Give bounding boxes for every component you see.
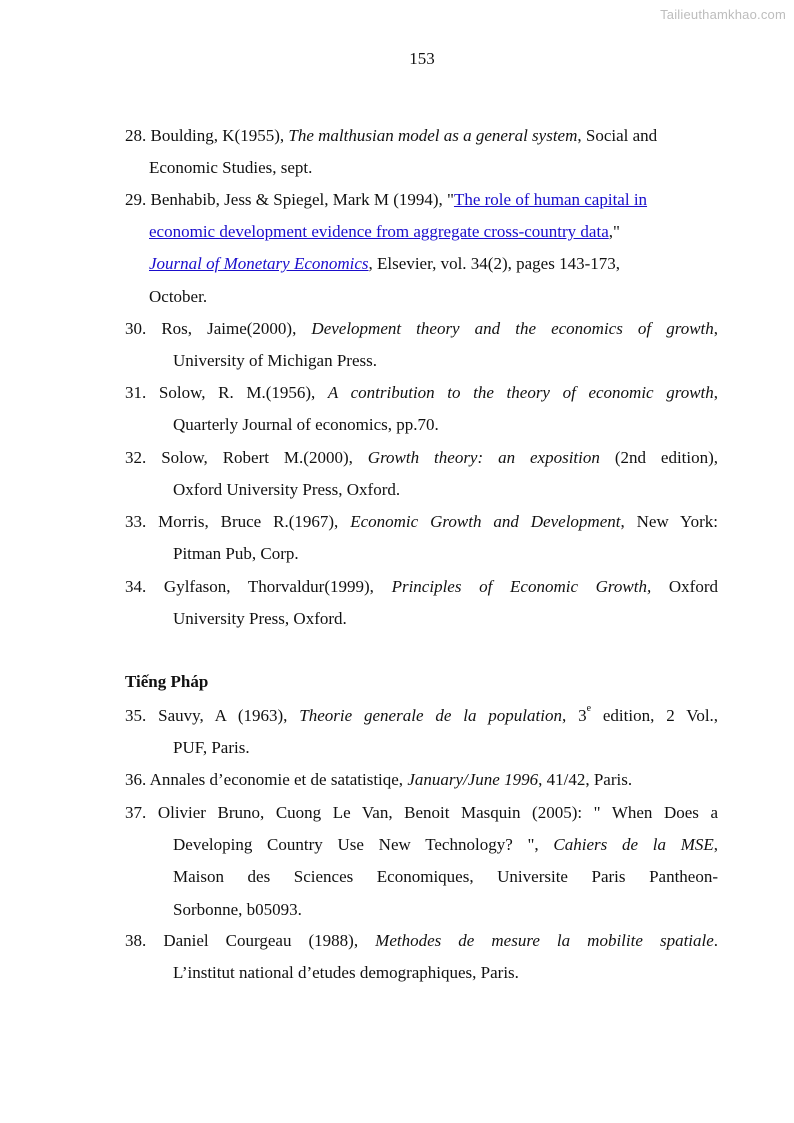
reference-title: January/June 1996	[407, 770, 539, 789]
reference-31	[125, 377, 718, 441]
reference-title: Theorie generale de la population	[299, 706, 562, 725]
reference-title: Economic Growth and Development	[350, 512, 621, 531]
reference-line: 30. Ros, Jaime(2000), Development theory and the economics of growth,	[125, 319, 719, 338]
paper-link[interactable]: The role of human capital in	[453, 190, 648, 209]
reference-line: 34. Gylfason, Thorvaldur(1999), Principles of Economic Growth, Oxford	[125, 577, 719, 596]
reference-line: 37. Olivier Bruno, Cuong Le Van, Benoit Masquin (2005): " When Does a	[125, 803, 719, 822]
reference-line: 33. Morris, Bruce R.(1967), Economic Growth and Development, New York:	[125, 512, 718, 531]
reference-line: Oxford University Press, Oxford.	[173, 480, 401, 500]
watermark: Tailieuthamkhao.com	[660, 7, 786, 22]
page-number: 153	[409, 49, 435, 68]
reference-line: Quarterly Journal of economics, pp.70.	[173, 415, 439, 435]
reference-34	[125, 571, 718, 635]
reference-title: The malthusian model as a general system	[288, 126, 578, 145]
reference-title: A contribution to the theory of economic growth	[327, 383, 714, 402]
reference-line: Maison des Sciences Economiques, Universite Paris Pantheon-	[173, 867, 718, 887]
reference-38	[125, 925, 718, 989]
reference-line: 28. Boulding, K(1955), The malthusian model as a general system, Social and	[125, 126, 658, 145]
reference-title: Cahiers de la MSE	[553, 835, 714, 855]
reference-line: 38. Daniel Courgeau (1988), Methodes de mesure la mobilite spatiale.	[125, 931, 719, 950]
reference-title: Principles of Economic Growth,	[391, 577, 652, 596]
reference-30	[125, 313, 718, 377]
reference-line: 35. Sauvy, A (1963), Theorie generale de la population, 3e edition, 2 Vol.,	[125, 703, 719, 725]
reference-line: Developing Country Use New Technology? ", Cahiers de la MSE,	[173, 835, 719, 855]
reference-title: Growth theory: an exposition	[367, 448, 600, 467]
reference-33	[125, 506, 718, 570]
reference-line: Journal of Monetary Economics, Elsevier, vol. 34(2), pages 143-173,	[149, 254, 620, 274]
reference-line: University of Michigan Press.	[173, 351, 377, 371]
reference-line: 29. Benhabib, Jess & Spiegel, Mark M (1994), "The role of human capital in	[125, 190, 648, 209]
reference-line: University Press, Oxford.	[173, 609, 347, 629]
section-heading: Tiếng Pháp	[125, 672, 209, 691]
reference-line: Pitman Pub, Corp.	[173, 544, 299, 564]
reference-line: Economic Studies, sept.	[149, 158, 313, 178]
reference-line: October.	[149, 286, 208, 306]
reference-line: PUF, Paris.	[173, 738, 250, 758]
journal-link[interactable]: Journal of Monetary Economics	[149, 254, 369, 274]
reference-line: 32. Solow, Robert M.(2000), Growth theory: an exposition (2nd edition),	[125, 448, 719, 467]
superscript: e	[586, 703, 592, 714]
reference-title: Development theory and the economics of growth	[311, 319, 714, 338]
reference-35	[125, 700, 718, 764]
reference-line: 31. Solow, R. M.(1956), A contribution to the theory of economic growth,	[125, 383, 719, 402]
reference-line: economic development evidence from aggregate cross-country data,"	[149, 222, 620, 242]
reference-title: Methodes de mesure la mobilite spatiale	[375, 931, 714, 950]
paper-link-continued[interactable]: economic development evidence from aggregate cross-country data	[149, 222, 609, 242]
reference-line: 36. Annales d’economie et de satatistiqe, January/June 1996, 41/42, Paris.	[125, 770, 633, 789]
reference-line: Sorbonne, b05093.	[173, 899, 302, 919]
reference-36	[125, 764, 718, 796]
reference-29	[125, 184, 718, 313]
reference-32	[125, 442, 718, 506]
reference-line: L’institut national d’etudes demographiques, Paris.	[173, 963, 519, 983]
reference-28	[125, 120, 718, 184]
reference-37	[125, 797, 718, 926]
